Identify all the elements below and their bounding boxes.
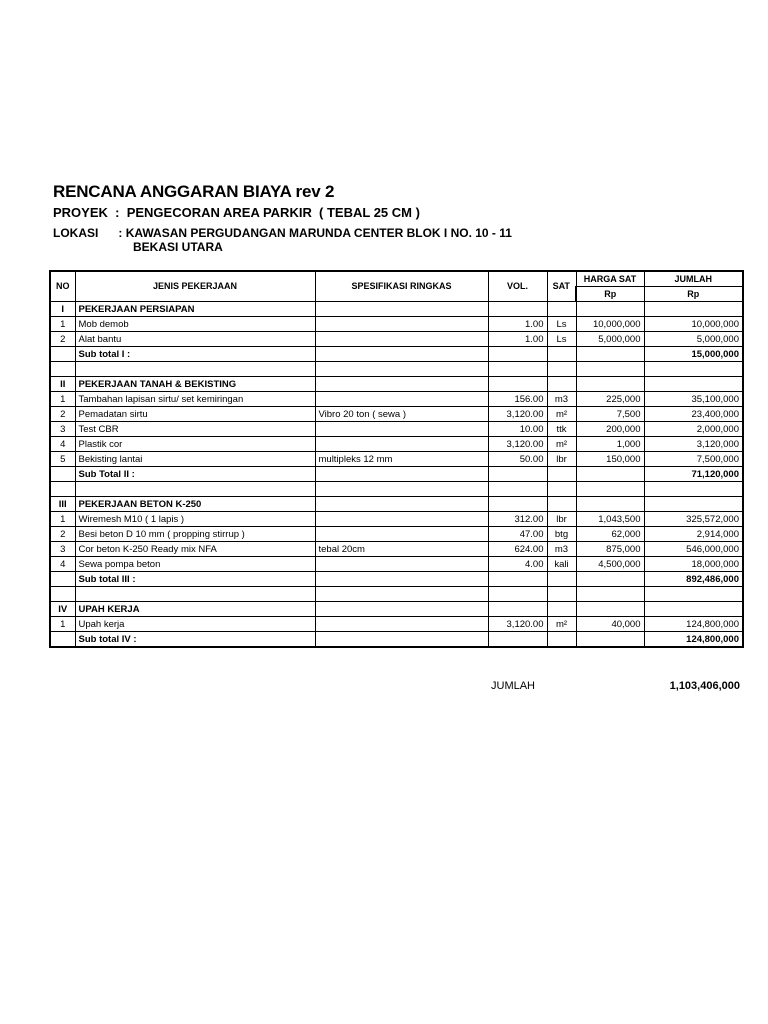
cell-spesifikasi <box>315 467 488 482</box>
cell-harga-sat: 200,000 <box>576 422 644 437</box>
grand-total-value: 1,103,406,000 <box>669 680 740 692</box>
cell-no <box>50 572 75 587</box>
cell-sat: Ls <box>547 317 576 332</box>
table-row-item <box>50 557 743 572</box>
cell-spesifikasi: multipleks 12 mm <box>315 452 488 467</box>
cell-jumlah: 124,800,000 <box>644 632 743 648</box>
location-label: LOKASI <box>53 226 99 240</box>
cell-harga-sat: 10,000,000 <box>576 317 644 332</box>
header-harga-sat: HARGA SAT <box>576 271 644 287</box>
table-row-item <box>50 617 743 632</box>
cell-spesifikasi <box>315 302 488 317</box>
cell-no: II <box>50 377 75 392</box>
location-value-line2: BEKASI UTARA <box>133 240 223 254</box>
cell-harga-sat <box>576 572 644 587</box>
cell-vol <box>488 347 547 362</box>
header-jumlah: JUMLAH <box>644 271 743 287</box>
cell-harga-sat: 1,000 <box>576 437 644 452</box>
cell-jumlah: 546,000,000 <box>644 542 743 557</box>
cell-vol: 3,120.00 <box>488 407 547 422</box>
table-row-item <box>50 392 743 407</box>
cell-sat: kali <box>547 557 576 572</box>
table-row-subtotal <box>50 572 743 587</box>
cell-no: 1 <box>50 392 75 407</box>
cell-jumlah: 23,400,000 <box>644 407 743 422</box>
cell-jumlah: 325,572,000 <box>644 512 743 527</box>
cell-jenis-pekerjaan: Tambahan lapisan sirtu/ set kemiringan <box>75 392 315 407</box>
cell-sat: m3 <box>547 542 576 557</box>
table-row-item <box>50 332 743 347</box>
cell-vol <box>488 587 547 602</box>
cell-sat <box>547 572 576 587</box>
cell-spesifikasi <box>315 497 488 512</box>
cell-sat <box>547 602 576 617</box>
header-rp-jumlah: Rp <box>644 287 743 302</box>
cell-jumlah: 3,120,000 <box>644 437 743 452</box>
cell-spesifikasi <box>315 347 488 362</box>
cell-harga-sat: 4,500,000 <box>576 557 644 572</box>
cell-spesifikasi <box>315 422 488 437</box>
table-row-subtotal <box>50 347 743 362</box>
cell-harga-sat <box>576 467 644 482</box>
cell-harga-sat: 225,000 <box>576 392 644 407</box>
cell-harga-sat: 5,000,000 <box>576 332 644 347</box>
cell-no: 1 <box>50 512 75 527</box>
cell-jumlah: 5,000,000 <box>644 332 743 347</box>
cell-vol: 10.00 <box>488 422 547 437</box>
table-row-item <box>50 452 743 467</box>
cell-no <box>50 362 75 377</box>
cell-harga-sat <box>576 482 644 497</box>
cell-jumlah: 124,800,000 <box>644 617 743 632</box>
cell-no: 4 <box>50 557 75 572</box>
cell-vol: 50.00 <box>488 452 547 467</box>
cell-harga-sat: 150,000 <box>576 452 644 467</box>
cell-spesifikasi <box>315 392 488 407</box>
cell-spesifikasi <box>315 437 488 452</box>
cell-vol: 1.00 <box>488 317 547 332</box>
cell-jenis-pekerjaan: Sub Total II : <box>75 467 315 482</box>
cell-sat: m² <box>547 617 576 632</box>
cell-jumlah <box>644 602 743 617</box>
cell-spesifikasi <box>315 377 488 392</box>
cell-vol <box>488 497 547 512</box>
cell-vol: 312.00 <box>488 512 547 527</box>
cell-sat: lbr <box>547 452 576 467</box>
cell-harga-sat <box>576 602 644 617</box>
cell-jumlah <box>644 482 743 497</box>
budget-table <box>49 270 744 648</box>
cell-vol <box>488 377 547 392</box>
table-body <box>50 302 743 648</box>
cell-vol <box>488 632 547 648</box>
cell-sat: ttk <box>547 422 576 437</box>
cell-jenis-pekerjaan <box>75 482 315 497</box>
cell-spesifikasi: Vibro 20 ton ( sewa ) <box>315 407 488 422</box>
cell-spesifikasi <box>315 362 488 377</box>
cell-harga-sat: 7,500 <box>576 407 644 422</box>
cell-sat <box>547 302 576 317</box>
cell-jenis-pekerjaan: Plastik cor <box>75 437 315 452</box>
cell-jumlah <box>644 497 743 512</box>
cell-vol <box>488 362 547 377</box>
cell-vol: 1.00 <box>488 332 547 347</box>
cell-harga-sat: 875,000 <box>576 542 644 557</box>
cell-harga-sat <box>576 377 644 392</box>
cell-no: 3 <box>50 422 75 437</box>
cell-sat <box>547 467 576 482</box>
cell-jenis-pekerjaan: Pemadatan sirtu <box>75 407 315 422</box>
cell-no: III <box>50 497 75 512</box>
header-sat: SAT <box>547 271 576 302</box>
table-row-section <box>50 377 743 392</box>
cell-no: 1 <box>50 617 75 632</box>
cell-no <box>50 467 75 482</box>
cell-jenis-pekerjaan: Mob demob <box>75 317 315 332</box>
cell-sat <box>547 347 576 362</box>
cell-harga-sat <box>576 347 644 362</box>
cell-no: IV <box>50 602 75 617</box>
cell-jenis-pekerjaan: Alat bantu <box>75 332 315 347</box>
cell-sat <box>547 632 576 648</box>
cell-jenis-pekerjaan: Wiremesh M10 ( 1 lapis ) <box>75 512 315 527</box>
cell-no: 2 <box>50 527 75 542</box>
cell-spesifikasi <box>315 482 488 497</box>
cell-jenis-pekerjaan: Test CBR <box>75 422 315 437</box>
header-no: NO <box>50 271 75 302</box>
cell-spesifikasi <box>315 557 488 572</box>
cell-harga-sat <box>576 362 644 377</box>
grand-total-label: JUMLAH <box>491 680 536 692</box>
header-rp-harga: Rp <box>576 287 644 302</box>
table-row-section <box>50 602 743 617</box>
cell-vol <box>488 467 547 482</box>
project-line: PROYEK : PENGECORAN AREA PARKIR ( TEBAL 25 CM ) <box>53 205 420 220</box>
cell-no: 3 <box>50 542 75 557</box>
cell-harga-sat: 62,000 <box>576 527 644 542</box>
cell-spesifikasi <box>315 632 488 648</box>
document-title: RENCANA ANGGARAN BIAYA rev 2 <box>53 182 335 201</box>
table-row-item <box>50 317 743 332</box>
cell-harga-sat <box>576 587 644 602</box>
cell-jenis-pekerjaan: Besi beton D 10 mm ( propping stirrup ) <box>75 527 315 542</box>
cell-vol: 47.00 <box>488 527 547 542</box>
cell-jenis-pekerjaan: PEKERJAAN BETON K-250 <box>75 497 315 512</box>
cell-no: 1 <box>50 317 75 332</box>
table-row-item <box>50 407 743 422</box>
cell-spesifikasi <box>315 602 488 617</box>
table-row-item <box>50 422 743 437</box>
project-label: PROYEK <box>53 205 108 220</box>
cell-no: I <box>50 302 75 317</box>
cell-vol <box>488 302 547 317</box>
cell-harga-sat <box>576 497 644 512</box>
cell-spesifikasi <box>315 512 488 527</box>
header-jenis-pekerjaan: JENIS PEKERJAAN <box>75 271 315 302</box>
cell-vol <box>488 602 547 617</box>
cell-spesifikasi <box>315 617 488 632</box>
cell-jenis-pekerjaan: Sub total I : <box>75 347 315 362</box>
cell-jenis-pekerjaan: Sewa pompa beton <box>75 557 315 572</box>
cell-sat <box>547 362 576 377</box>
table-row-item <box>50 542 743 557</box>
cell-no <box>50 587 75 602</box>
cell-jumlah: 71,120,000 <box>644 467 743 482</box>
cell-jenis-pekerjaan: Upah kerja <box>75 617 315 632</box>
cell-jenis-pekerjaan <box>75 362 315 377</box>
cell-no <box>50 632 75 648</box>
cell-sat: Ls <box>547 332 576 347</box>
cell-jenis-pekerjaan <box>75 587 315 602</box>
cell-jenis-pekerjaan: PEKERJAAN TANAH & BEKISTING <box>75 377 315 392</box>
table-row-section <box>50 497 743 512</box>
cell-no: 2 <box>50 407 75 422</box>
header-vol: VOL. <box>488 271 547 302</box>
cell-jumlah <box>644 302 743 317</box>
cell-vol <box>488 482 547 497</box>
table-row-item <box>50 437 743 452</box>
table-row-blank <box>50 362 743 377</box>
cell-sat <box>547 497 576 512</box>
cell-vol: 156.00 <box>488 392 547 407</box>
cell-jumlah <box>644 587 743 602</box>
cell-spesifikasi: tebal 20cm <box>315 542 488 557</box>
cell-jumlah: 2,914,000 <box>644 527 743 542</box>
cell-sat <box>547 587 576 602</box>
cell-spesifikasi <box>315 587 488 602</box>
cell-jumlah: 35,100,000 <box>644 392 743 407</box>
cell-no: 4 <box>50 437 75 452</box>
cell-harga-sat <box>576 632 644 648</box>
cell-no <box>50 347 75 362</box>
cell-jumlah: 2,000,000 <box>644 422 743 437</box>
cell-vol <box>488 572 547 587</box>
cell-jumlah: 18,000,000 <box>644 557 743 572</box>
cell-sat: m3 <box>547 392 576 407</box>
cell-jumlah <box>644 377 743 392</box>
cell-jenis-pekerjaan: Sub total III : <box>75 572 315 587</box>
cell-sat: btg <box>547 527 576 542</box>
cell-jumlah: 10,000,000 <box>644 317 743 332</box>
cell-vol: 3,120.00 <box>488 437 547 452</box>
table-row-blank <box>50 482 743 497</box>
cell-jumlah <box>644 362 743 377</box>
cell-jenis-pekerjaan: Sub total IV : <box>75 632 315 648</box>
table-row-section <box>50 302 743 317</box>
cell-jumlah: 7,500,000 <box>644 452 743 467</box>
table-row-item <box>50 527 743 542</box>
cell-jenis-pekerjaan: PEKERJAAN PERSIAPAN <box>75 302 315 317</box>
cell-jenis-pekerjaan: Bekisting lantai <box>75 452 315 467</box>
location-line: LOKASI : KAWASAN PERGUDANGAN MARUNDA CENTER BLOK I NO. 10 - 11 <box>53 226 512 240</box>
cell-spesifikasi <box>315 527 488 542</box>
cell-sat: m² <box>547 407 576 422</box>
table-row-subtotal <box>50 467 743 482</box>
cell-jenis-pekerjaan: Cor beton K-250 Ready mix NFA <box>75 542 315 557</box>
cell-harga-sat: 40,000 <box>576 617 644 632</box>
cell-jenis-pekerjaan: UPAH KERJA <box>75 602 315 617</box>
table-row-subtotal <box>50 632 743 648</box>
table-header <box>50 271 743 302</box>
cell-jumlah: 892,486,000 <box>644 572 743 587</box>
cell-harga-sat: 1,043,500 <box>576 512 644 527</box>
cell-no: 2 <box>50 332 75 347</box>
cell-spesifikasi <box>315 572 488 587</box>
table-row-item <box>50 512 743 527</box>
cell-no: 5 <box>50 452 75 467</box>
cell-no <box>50 482 75 497</box>
cell-sat <box>547 482 576 497</box>
cell-vol: 4.00 <box>488 557 547 572</box>
project-value: PENGECORAN AREA PARKIR ( TEBAL 25 CM ) <box>126 205 420 220</box>
cell-jumlah: 15,000,000 <box>644 347 743 362</box>
header-spesifikasi: SPESIFIKASI RINGKAS <box>315 271 488 302</box>
cell-vol: 3,120.00 <box>488 617 547 632</box>
cell-spesifikasi <box>315 332 488 347</box>
cell-sat: lbr <box>547 512 576 527</box>
cell-sat <box>547 377 576 392</box>
location-value-line1: KAWASAN PERGUDANGAN MARUNDA CENTER BLOK I NO. 10 - 11 <box>125 226 512 240</box>
cell-harga-sat <box>576 302 644 317</box>
cell-vol: 624.00 <box>488 542 547 557</box>
cell-spesifikasi <box>315 317 488 332</box>
table-row-blank <box>50 587 743 602</box>
cell-sat: m² <box>547 437 576 452</box>
